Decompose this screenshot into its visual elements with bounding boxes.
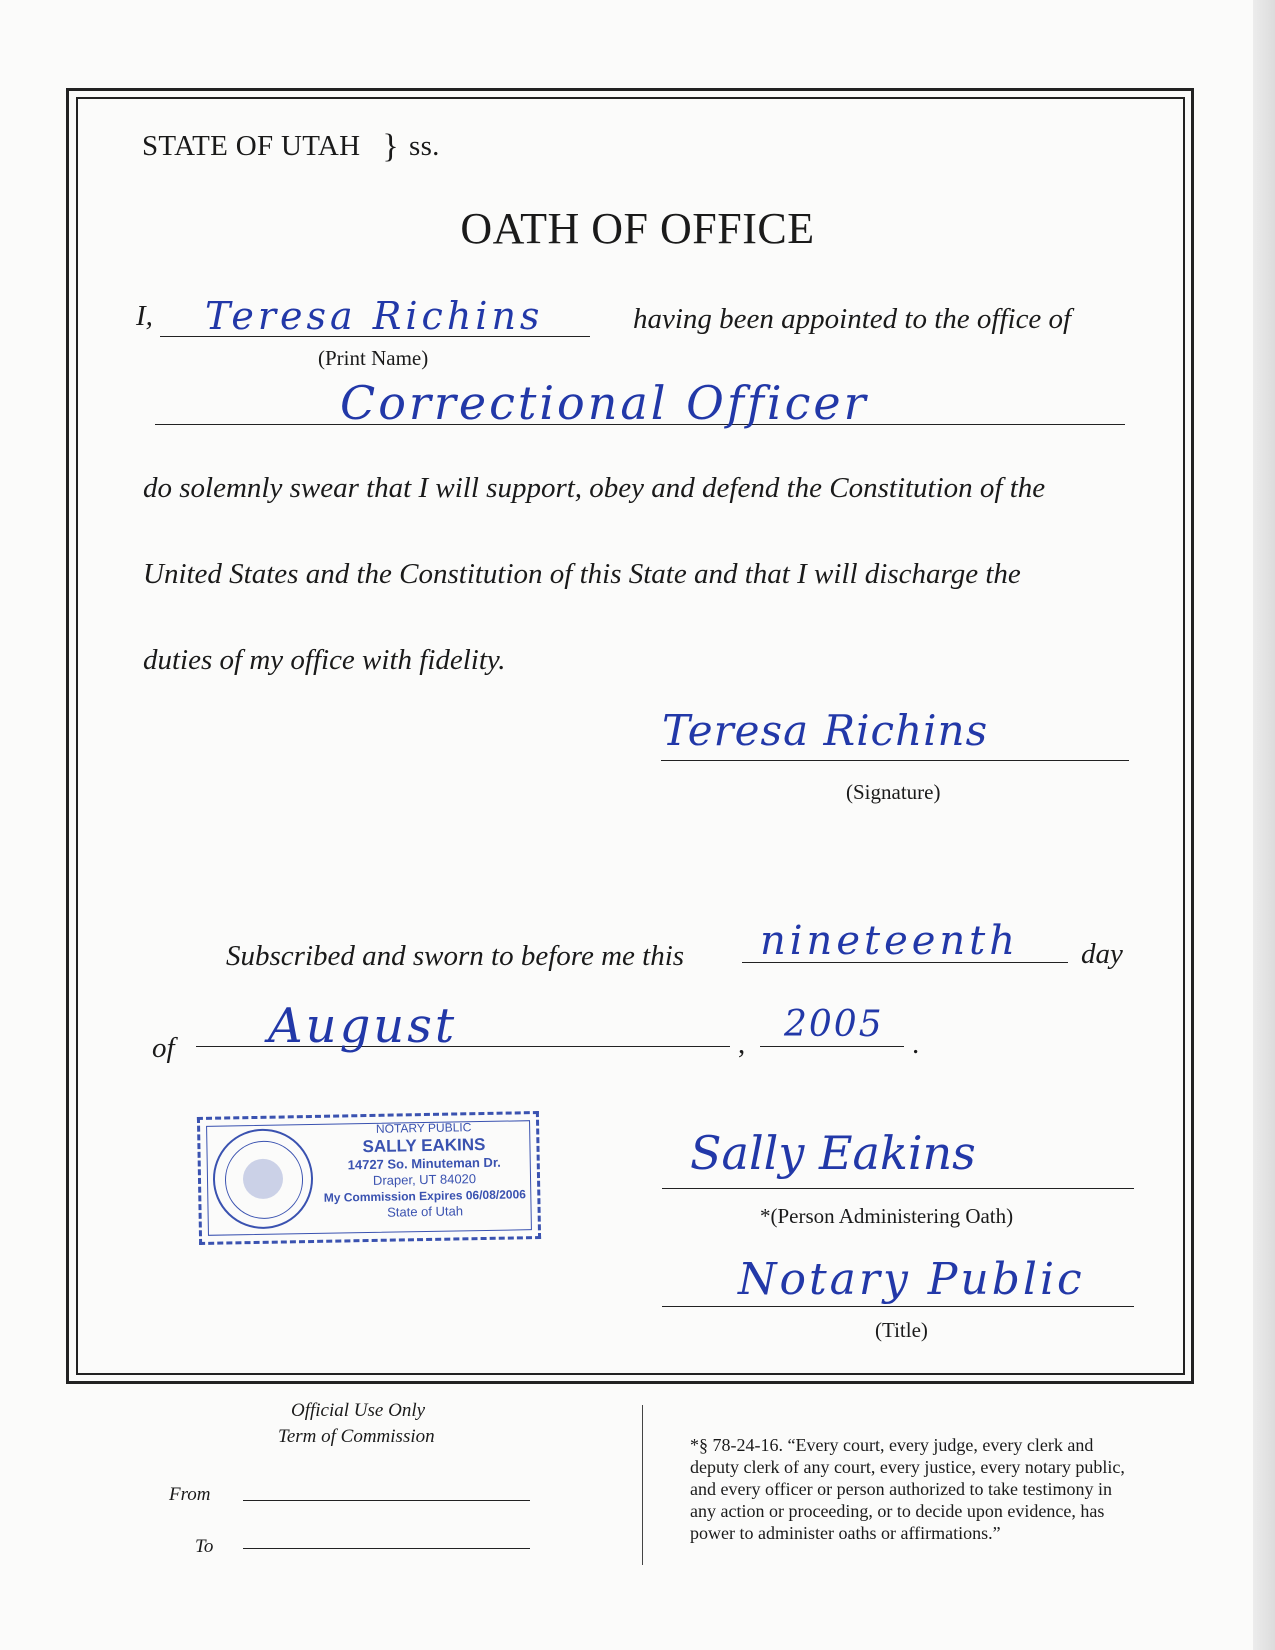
document-title: OATH OF OFFICE [460, 204, 815, 253]
from-field[interactable] [243, 1500, 530, 1501]
stamp-line-expires: My Commission Expires 06/08/2006 [323, 1187, 526, 1205]
signature-underline [661, 760, 1129, 761]
to-label: To [195, 1536, 214, 1557]
signature-label: (Signature) [846, 780, 941, 804]
affiant-signature[interactable]: Teresa Richins [662, 706, 989, 755]
from-label: From [169, 1484, 211, 1505]
date-comma: , [738, 1028, 746, 1060]
title-field[interactable]: Notary Public [738, 1254, 1085, 1305]
oath-line-1: do solemnly swear that I will support, obey and defend the Constitution of the [143, 472, 1046, 504]
venue-header [142, 126, 440, 164]
month-field[interactable]: August [268, 998, 458, 1054]
term-label: Term of Commission [278, 1426, 435, 1447]
administrator-signature[interactable]: Sally Eakins [690, 1126, 976, 1180]
day-field[interactable]: nineteenth [760, 918, 1020, 964]
footer-divider [642, 1405, 643, 1565]
ss-label: ss. [409, 130, 440, 162]
state-label: STATE OF UTAH [142, 130, 361, 162]
year-field[interactable]: 2005 [784, 1004, 884, 1045]
notary-stamp [197, 1111, 541, 1245]
official-use-label: Official Use Only [291, 1400, 426, 1421]
office-field[interactable]: Correctional Officer [340, 376, 869, 430]
administrator-underline [662, 1188, 1134, 1189]
jurat-text: Subscribed and sworn to before me this [226, 940, 685, 972]
stamp-line-city: Draper, UT 84020 [372, 1171, 477, 1188]
date-period: . [912, 1028, 920, 1060]
print-name-field[interactable]: Teresa Richins [205, 294, 544, 338]
statute-line: power to administer oaths or affirmations.” [690, 1523, 1001, 1543]
brace: } [382, 128, 399, 165]
stamp-line-name: SALLY EAKINS [362, 1134, 486, 1157]
of-word: of [152, 1032, 175, 1064]
oath-prefix: I, [136, 300, 153, 332]
oath-line-3: duties of my office with fidelity. [143, 644, 506, 676]
oath-line-2: United States and the Constitution of this State and that I will discharge the [143, 558, 1021, 590]
administrator-label: *(Person Administering Oath) [760, 1204, 1014, 1228]
stamp-text [316, 1118, 533, 1222]
statute-line: *§ 78-24-16. “Every court, every judge, every clerk and [690, 1435, 1094, 1455]
statute-line: any action or proceeding, or to decide upon evidence, has [690, 1501, 1105, 1521]
appointed-text: having been appointed to the office of [633, 303, 1072, 335]
stamp-line-state: State of Utah [387, 1203, 464, 1220]
stamp-line-notary: NOTARY PUBLIC [375, 1120, 472, 1136]
statute-line: and every officer or person authorized to take testimony in [690, 1479, 1113, 1499]
title-label: (Title) [875, 1318, 928, 1342]
statute-text [690, 1434, 1190, 1544]
day-word: day [1081, 938, 1123, 970]
print-name-label: (Print Name) [318, 346, 429, 370]
to-field[interactable] [243, 1548, 530, 1549]
statute-line: deputy clerk of any court, every justice, every notary public, [690, 1457, 1125, 1477]
year-underline [760, 1046, 904, 1047]
stamp-line-street: 14727 So. Minuteman Dr. [347, 1154, 501, 1173]
title-underline [662, 1306, 1134, 1307]
